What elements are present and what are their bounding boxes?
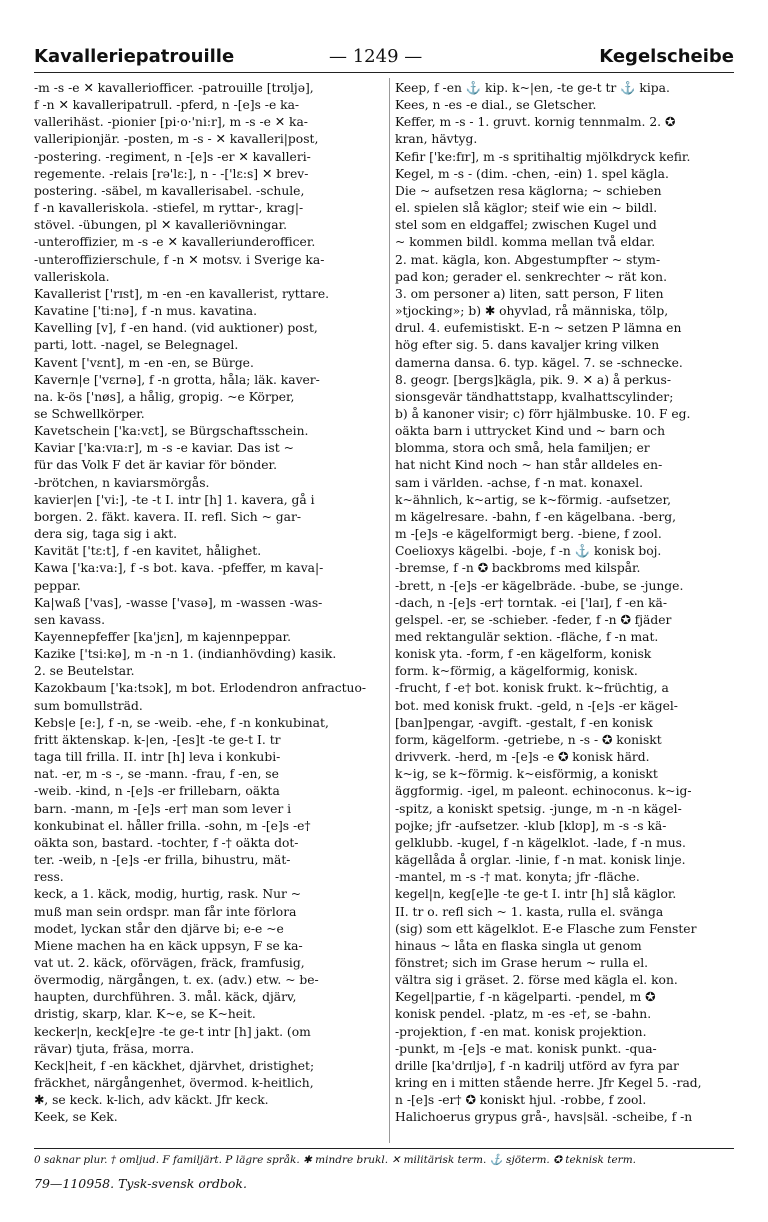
- right-column-line: m -[e]s -e kägelformigt berg. -biene, f zool.: [395, 527, 662, 542]
- right-column-line: form, kägelform. -getriebe, n -s - ✪ koniskt: [395, 732, 662, 747]
- column-divider: [389, 78, 390, 1143]
- left-column-line: Kawa ['ka:va:], f -s bot. kava. -pfeffer, m kava|-: [34, 561, 324, 576]
- left-column-line: borgen. 2. fäkt. kavera. II. refl. Sich ~ gar-: [34, 509, 302, 524]
- right-column-line: hat nicht Kind noch ~ han står alldeles en-: [395, 458, 663, 473]
- right-column-line: (sig) som ett kägelklot. E-e Flasche zum Fenster: [395, 921, 697, 936]
- left-column-line: nat. -er, m -s -, se -mann. -frau, f -en, se: [34, 767, 279, 782]
- left-column-line: rävar) tjuta, fräsa, morra.: [34, 1041, 195, 1056]
- left-column-line: sen kavass.: [34, 612, 106, 627]
- left-column-line: Kavatine ['ti:nə], f -n mus. kavatina.: [34, 304, 258, 319]
- left-column-line: f -n kavalleriskola. -stiefel, m ryttar-, krag|-: [34, 201, 304, 216]
- left-column-line: f -n ✕ kavalleripatrull. -pferd, n -[e]s -e ka-: [34, 98, 300, 113]
- right-column-line: [ban]pengar, -avgift. -gestalt, f -en konisk: [395, 715, 653, 730]
- left-column-line: -postering. -regiment, n -[e]s -er ✕ kavalleri-: [34, 149, 311, 164]
- left-column-line: haupten, durchführen. 3. mål. käck, djärv,: [34, 990, 297, 1005]
- right-column-line: 3. om personer a) liten, satt person, F liten: [395, 286, 664, 301]
- left-column-line: postering. -säbel, m kavallerisabel. -schule,: [34, 183, 305, 198]
- left-column-line: na. k-ös ['nøs], a hålig, gropig. ~e Körper,: [34, 389, 295, 404]
- left-column-line: Keck|heit, f -en käckhet, djärvhet, dristighet;: [34, 1058, 315, 1073]
- left-column-line: Kebs|e [e:], f -n, se -weib. -ehe, f -n konkubinat,: [34, 715, 329, 730]
- left-column-line: sum bomullsträd.: [34, 698, 143, 713]
- left-column-line: -weib. -kind, n -[e]s -er frillebarn, oäkta: [34, 784, 280, 799]
- right-column-line: fönstret; sich im Grase herum ~ rulla el.: [395, 955, 649, 970]
- right-column-line: Die ~ aufsetzen resa käglorna; ~ schieben: [395, 183, 662, 198]
- left-column-line: Kavallerist ['rɪst], m -en -en kavallerist, ryttare.: [34, 286, 330, 301]
- left-column-line: Kayennepfeffer [ka'jɛn], m kajennpeppar.: [34, 630, 291, 644]
- left-column-line: Keek, se Kek.: [34, 1110, 118, 1125]
- left-column-line: vat ut. 2. käck, oförvägen, fräck, framfusig,: [34, 955, 305, 970]
- left-column-line: ✱, se keck. k-lich, adv käckt. Jfr keck.: [34, 1093, 269, 1108]
- abbreviation-legend: 0 saknar plur. † omljud. F familjärt. P lägre språk. ✱ mindre brukl. ✕ militärisk term. ⚓ sjöterm. ✪ teknisk term.: [34, 1154, 636, 1166]
- left-column-line: vallerihäst. -pionier [pi·o·'ni:r], m -s -e ✕ ka-: [34, 115, 308, 130]
- print-footer: 79—110958. Tysk-svensk ordbok.: [34, 1176, 247, 1191]
- left-column-line: Kavent ['vɛnt], m -en -en, se Bürge.: [34, 355, 254, 370]
- right-column-line: konisk yta. -form, f -en kägelform, konisk: [395, 647, 652, 662]
- left-column-line: Kaviar ['ka:vɪa:r], m -s -e kaviar. Das ist ~: [34, 441, 294, 456]
- left-column-line: muß man sein ordspr. man får inte förlora: [34, 904, 297, 919]
- header-left-word: Kavalleriepatrouille: [34, 46, 235, 67]
- left-column-line: taga till frilla. II. intr [h] leva i konkubi-: [34, 750, 281, 765]
- header-rule: [34, 72, 734, 73]
- left-column-line: Kazokbaum ['ka:tsɔk], m bot. Erlodendron anfractuo-: [34, 681, 367, 696]
- left-column-line: oäkta son, bastard. -tochter, f -† oäkta dot-: [34, 835, 299, 850]
- left-column-line: regemente. -relais [rə'lɛ:], n - -['lɛ:s] ✕ brev-: [34, 166, 309, 181]
- right-column-line: -mantel, m -s -† mat. konyta; jfr -fläche.: [395, 870, 640, 885]
- left-column-line: 2. se Beutelstar.: [34, 664, 135, 679]
- right-column-line: -brett, n -[e]s -er kägelbräde. -bube, se -junge.: [395, 578, 684, 593]
- right-column-line: kring en i mitten stående herre. Jfr Kegel 5. -rad,: [395, 1076, 702, 1091]
- left-column-line: fritt äktenskap. k-|en, -[es]t -te ge-t I. tr: [34, 732, 281, 747]
- left-column-line: kavier|en ['vi:], -te -t I. intr [h] 1. kavera, gå i: [34, 492, 315, 507]
- right-column-line: b) å kanoner visir; c) förr hjälmbuske. 10. F eg.: [395, 406, 691, 421]
- left-column-line: Kavität ['tɛ:t], f -en kavitet, hålighet.: [34, 544, 262, 559]
- left-column-line: für das Volk F det är kaviar för bönder.: [34, 458, 277, 473]
- left-column-line: valleriskola.: [34, 269, 110, 284]
- right-column-line: bot. med konisk frukt. -geld, n -[e]s -er kägel-: [395, 698, 678, 713]
- right-column-line: kägellåda å orglar. -linie, f -n mat. konisk linje.: [395, 853, 686, 868]
- right-column-line: hög efter sig. 5. dans kavaljer kring vilken: [395, 338, 660, 353]
- right-column-line: Keep, f -en ⚓ kip. k~|en, -te ge-t tr ⚓ kipa.: [395, 81, 670, 95]
- left-column-line: Kazike ['tsi:kə], m -n -n 1. (indianhövding) kasik.: [34, 647, 337, 662]
- left-column-line: valleripionjär. -posten, m -s - ✕ kavalleri|post,: [34, 132, 319, 147]
- right-column-line: -spitz, a koniskt spetsig. -junge, m -n -n kägel-: [395, 801, 682, 816]
- right-column-line: -projektion, f -en mat. konisk projektion.: [395, 1024, 647, 1039]
- right-column-line: k~ähnlich, k~artig, se k~förmig. -aufsetzer,: [395, 492, 671, 507]
- right-column-line: konisk pendel. -platz, m -es -e†, se -bahn.: [395, 1007, 652, 1022]
- left-column-line: Kavern|e ['vɛrnə], f -n grotta, håla; läk. kaver-: [34, 372, 320, 387]
- right-column-line: Kees, n -es -e dial., se Gletscher.: [395, 98, 597, 113]
- right-column-line: m kägelresare. -bahn, f -en kägelbana. -berg,: [395, 509, 677, 524]
- footer-rule: [34, 1148, 734, 1149]
- right-column-line: damerna dansa. 6. typ. kägel. 7. se -schnecke.: [395, 355, 683, 370]
- left-column-line: modet, lyckan står den djärve bi; e-e ~e: [34, 921, 284, 936]
- left-column-line: barn. -mann, m -[e]s -er† man som lever i: [34, 801, 292, 816]
- right-column-line: Kegel|partie, f -n kägelparti. -pendel, m ✪: [395, 990, 656, 1005]
- right-column-line: äggformig. -igel, m paleont. echinoconus. k~ig-: [395, 784, 692, 799]
- left-column-line: Miene machen ha en käck uppsyn, F se ka-: [34, 938, 303, 953]
- right-column-line: -frucht, f -e† bot. konisk frukt. k~früchtig, a: [395, 681, 669, 696]
- header-right-word: Kegelscheibe: [599, 46, 734, 67]
- right-column-line: Halichoerus grypus grå-, havs|säl. -scheibe, f -n: [395, 1110, 693, 1125]
- right-column-line: stel som en eldgaffel; zwischen Kugel und: [395, 218, 657, 233]
- right-column-line: »tjocking»; b) ✱ ohyvlad, rå människa, tölp,: [395, 304, 669, 319]
- right-column-line: drul. 4. eufemistiskt. E-n ~ setzen P lämna en: [395, 321, 682, 336]
- left-column-line: -brötchen, n kaviarsmörgås.: [34, 475, 210, 490]
- left-column-line: -unteroffizier, m -s -e ✕ kavalleriunderofficer.: [34, 235, 316, 250]
- right-column-line: gelspel. -er, se -schieber. -feder, f -n ✪ fjäder: [395, 612, 672, 627]
- right-column-line: oäkta barn i uttrycket Kind und ~ barn och: [395, 424, 665, 439]
- right-column-line: sionsgevär tändhattstapp, kvalhattscylinder;: [395, 389, 674, 404]
- page-number: — 1249 —: [329, 46, 423, 67]
- left-column: [34, 80, 384, 1127]
- right-column-line: Kegel, m -s - (dim. -chen, -ein) 1. spel kägla.: [395, 166, 669, 181]
- right-column-line: Kefir ['ke:fɪr], m -s spritihaltig mjölkdryck kefir.: [395, 149, 691, 164]
- right-column-line: -bremse, f -n ✪ backbroms med kilspår.: [395, 561, 641, 576]
- left-column-line: parti, lott. -nagel, se Belegnagel.: [34, 338, 239, 353]
- right-column-line: el. spielen slå käglor; steif wie ein ~ bildl.: [395, 201, 658, 216]
- left-column-line: Kavetschein ['ka:vɛt], se Bürgschaftsschein.: [34, 424, 309, 439]
- right-column-line: 8. geogr. [bergs]kägla, pik. 9. ✕ a) å perkus-: [395, 372, 672, 387]
- right-column-line: II. tr o. refl sich ~ 1. kasta, rulla el. svänga: [395, 904, 664, 919]
- left-column-line: kecker|n, keck[e]re -te ge-t intr [h] jakt. (om: [34, 1024, 311, 1039]
- left-column-line: Ka|waß ['vas], -wasse ['vasə], m -wassen -was-: [34, 595, 323, 610]
- right-column-line: kegel|n, keg[e]le -te ge-t I. intr [h] slå käglor.: [395, 887, 677, 902]
- right-column-line: med rektangulär sektion. -fläche, f -n mat.: [395, 630, 659, 644]
- left-column-line: se Schwellkörper.: [34, 406, 145, 421]
- right-column-line: n -[e]s -er† ✪ koniskt hjul. -robbe, f zool.: [395, 1093, 647, 1108]
- right-column-line: kran, hävtyg.: [395, 132, 478, 147]
- left-column-line: keck, a 1. käck, modig, hurtig, rask. Nur ~: [34, 887, 302, 902]
- right-column-line: drivverk. -herd, m -[e]s -e ✪ konisk härd.: [395, 750, 650, 765]
- left-column-line: fräckhet, närgångenhet, övermod. k-heitlich,: [34, 1076, 314, 1091]
- left-column-line: dera sig, taga sig i akt.: [34, 527, 178, 542]
- right-column-line: 2. mat. kägla, kon. Abgestumpfter ~ stym-: [395, 252, 661, 267]
- right-column: [395, 80, 735, 1127]
- left-column-line: Kavelling [v], f -en hand. (vid auktioner) post,: [34, 321, 318, 336]
- right-column-line: hinaus ~ låta en flaska singla ut genom: [395, 938, 642, 953]
- right-column-line: Keffer, m -s - 1. gruvt. kornig tennmalm. 2. ✪: [395, 115, 676, 130]
- left-column-line: -m -s -e ✕ kavalleriofficer. -patrouille [trʊljə],: [34, 81, 314, 95]
- left-column-line: konkubinat el. håller frilla. -sohn, m -[e]s -e†: [34, 818, 311, 833]
- right-column-line: blomma, stora och små, hela familjen; er: [395, 441, 650, 456]
- right-column-line: vältra sig i gräset. 2. förse med kägla el. kon.: [395, 973, 678, 988]
- left-column-line: peppar.: [34, 578, 81, 593]
- right-column-line: -punkt, m -[e]s -e mat. konisk punkt. -qua-: [395, 1041, 657, 1056]
- right-column-line: -dach, n -[e]s -er† torntak. -ei ['laɪ], f -en kä-: [395, 595, 668, 610]
- left-column-line: övermodig, närgången, t. ex. (adv.) etw. ~ be-: [34, 973, 319, 988]
- right-column-line: pojke; jfr -aufsetzer. -klub [klʊp], m -s -s kä-: [395, 818, 667, 833]
- right-column-line: Coelioxys kägelbi. -boje, f -n ⚓ konisk boj.: [395, 544, 662, 559]
- left-column-line: ter. -weib, n -[e]s -er frilla, bihustru, mät-: [34, 853, 291, 868]
- running-header: [34, 46, 734, 72]
- right-column-line: pad kon; gerader el. senkrechter ~ rät kon.: [395, 269, 668, 284]
- right-column-line: form. k~förmig, a kägelformig, konisk.: [395, 664, 638, 679]
- left-column-line: -unteroffizierschule, f -n ✕ motsv. i Sverige ka-: [34, 252, 325, 267]
- right-column-line: ~ kommen bildl. komma mellan två eldar.: [395, 235, 656, 250]
- right-column-line: gelklubb. -kugel, f -n kägelklot. -lade, f -n mus.: [395, 835, 686, 850]
- right-column-line: drille [ka'drɪljə], f -n kadrilj utförd av fyra par: [395, 1058, 679, 1073]
- right-column-line: k~ig, se k~förmig. k~eisförmig, a koniskt: [395, 767, 658, 782]
- left-column-line: stövel. -übungen, pl ✕ kavalleriövningar.: [34, 218, 288, 233]
- right-column-line: sam i världen. -achse, f -n mat. konaxel.: [395, 475, 644, 490]
- left-column-line: ress.: [34, 870, 64, 885]
- left-column-line: dristig, skarp, klar. K~e, se K~heit.: [34, 1007, 256, 1022]
